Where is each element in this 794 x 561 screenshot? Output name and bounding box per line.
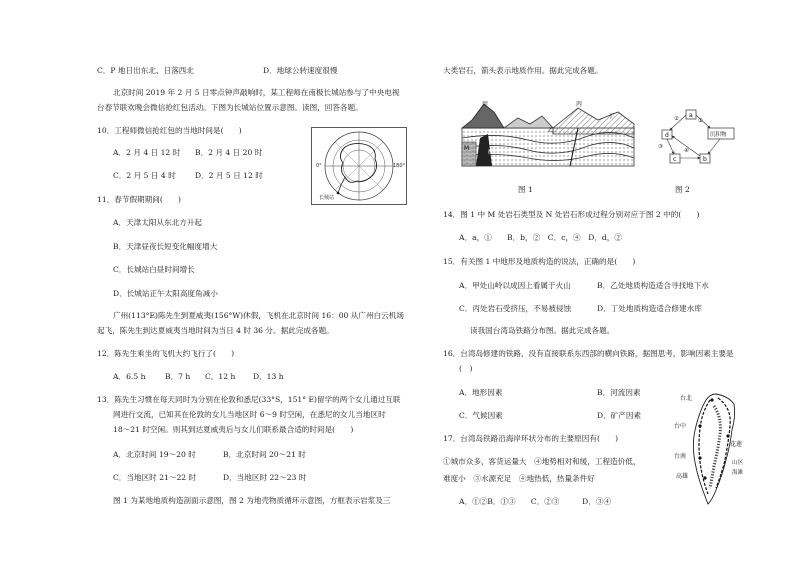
figure-2-caption: 图 2 [675, 185, 690, 194]
q15-stem: 15．有关图 1 中地形及地质构造的说法，正确的是( ) [443, 257, 636, 266]
q12-option-c: C．12 h [205, 372, 236, 381]
label-ding: 丁 [608, 113, 615, 120]
q13-option-a: A．北京时间 19～20 时 [113, 450, 196, 459]
q17-line-2: 难度小 ③水源充足 ④地热低，热量条件好 [443, 474, 595, 483]
q15-option-d: D．丁处地质构造适合修建水库 [597, 304, 702, 313]
q13-option-c: C．当地区时 21～22 时 [113, 473, 197, 482]
q10-stem: 10．工程师微信抢红包的当地时间是( ) [97, 126, 242, 135]
intro-1-line-2: 台春节联欢晚会微信抢红包活动。下图为长城站位置示意图。读图，回答各题。 [97, 103, 363, 112]
antarctic-polar-map [311, 127, 407, 205]
box-sediment: 沉积物 [710, 132, 727, 138]
label-bing: 丙 [576, 101, 583, 108]
q11-option-b: B．天津昼夜长短变化幅度增大 [113, 242, 218, 251]
intro-1-line-1: 北京时间 2019 年 2 月 5 日零点钟声敲响时，某工程师在南极长城站参与了中央电视 [113, 88, 400, 97]
q13-option-b: B．北京时间 20～21 时 [223, 450, 306, 459]
intro-3-line-1: 图 1 为某地地质构造剖面示意图，图 2 为地壳物质循环示意图，方框表示岩浆及三 [113, 496, 391, 505]
q13-line-2: 网进行交流，已知其在伦敦的女儿当地区时 6～9 时空闲，在悉尼的女儿当地区时 [113, 410, 386, 419]
q11-stem: 11．春节假期期间( ) [97, 195, 181, 204]
box-b: b [703, 156, 707, 163]
q10-option-d: D．2 月 5 日 12 时 [195, 171, 263, 180]
figure-1-caption: 图 1 [518, 185, 533, 194]
q16-option-c: C．气候因素 [459, 411, 503, 420]
box-a: a [689, 112, 693, 119]
q10-option-a: A．2 月 4 日 12 时 [113, 148, 181, 157]
q11-option-c: C．长城站白昼时间增长 [113, 265, 195, 274]
q14-options: A．a，① B．b，② C．c，④ D．d，② [459, 233, 622, 242]
lon-180-label: 180° [393, 163, 406, 169]
legend-beach: 海滩 [732, 470, 744, 476]
q16-option-a: A．地形因素 [459, 388, 503, 397]
box-d: d [665, 132, 669, 139]
intro-2-line-2: 起飞，陈先生到达夏威夷当地时间为当日 4 时 36 分。据此完成各题。 [97, 326, 334, 335]
intro-4: 读我国台湾岛铁路分布图。据此完成各题。 [470, 326, 615, 335]
arrow-2: ② [674, 116, 679, 122]
arrow-4: ④ [684, 148, 689, 154]
q11-option-d: D．长城站正午太阳高度角减小 [113, 289, 218, 298]
q16-option-b: B．河流因素 [597, 388, 641, 397]
q12-stem: 12．陈先生乘坐的飞机大约飞行了( ) [97, 349, 235, 358]
q15-option-b: B．乙处地质构造适合寻找地下水 [597, 281, 709, 290]
q14-stem: 14．图 1 中 M 处岩石类型及 N 处岩石形成过程分别对应于图 2 中的( ) [443, 210, 700, 219]
q13-option-d: D．当地区时 22～23 时 [223, 473, 307, 482]
intro-2-line-1: 广州(113°E)陈先生到夏威夷(156°W)休假，飞机在北京时间 16：00 从广州白云机场 [113, 311, 404, 320]
legend-shanqu: 山区 [732, 460, 744, 466]
q15-option-a: A．甲处山岭以成因上看属于火山 [459, 281, 571, 290]
q12-option-d: D．13 h [253, 372, 284, 381]
q12-option-a: A．6.5 h [113, 372, 146, 381]
taiwan-railway-map [672, 390, 750, 508]
city-hualian: 花莲 [730, 441, 743, 448]
intro-3-line-2: 大类岩石，箭头表示地质作用。据此完成各题。 [443, 66, 603, 75]
city-taizhong: 台中 [674, 423, 687, 430]
q10-option-b: B．2 月 4 日 20 时 [195, 148, 263, 157]
q13-line-3: 18～21 时空闲。则其到达夏威夷后与女儿们联系最合适的时间是( ) [113, 425, 354, 434]
lon-0-label: 0° [316, 163, 322, 169]
city-tainan: 台南 [674, 453, 687, 460]
q17-options: A．①②B．①③ C．②③ D．③④ [459, 497, 612, 506]
city-taibei: 台北 [680, 395, 693, 402]
q16-line-1: 16．台湾岛修建的铁路，没有直接联系东西部的横向铁路，据图思考，影响因素主要是 [443, 349, 734, 358]
q10-option-c: C．2 月 5 日 4 时 [113, 171, 176, 180]
label-yi: 乙 [548, 127, 555, 134]
q13-line-1: 13．陈先生习惯在每天同时为分别在伦敦和悉尼(33°S，151° E)留学的两个女儿通过互联 [97, 395, 401, 404]
city-gaoxiong: 高雄 [676, 473, 689, 480]
station-label: 长城站 [319, 195, 335, 201]
box-c: c [673, 156, 677, 163]
q17-stem: 17．台湾岛铁路沿海岸环状分布的主要原因有( ) [443, 434, 619, 443]
arrow-3: ③ [658, 144, 663, 150]
q16-option-d: D．矿产因素 [597, 411, 642, 420]
geologic-section-figure [458, 98, 638, 174]
rock-cycle-figure [656, 106, 744, 172]
label-M: M [464, 145, 470, 152]
q17-line-1: ①城市众多，客货运量大 ④地势相对和缓，工程造价低， [443, 457, 641, 466]
label-jia: 甲 [482, 101, 489, 108]
q16-line-2: ( ) [459, 364, 473, 373]
q9-option-d: D．地球公转速度很慢 [263, 66, 338, 75]
q12-option-b: B．7 h [165, 372, 191, 381]
q11-option-a: A．天津太阳从东北方升起 [113, 218, 203, 227]
arrow-1: ① [698, 118, 703, 124]
q9-option-c: C．P 地日出东北、日落西北 [97, 66, 194, 75]
label-N: N [488, 149, 493, 156]
q15-option-c: C．丙处岩石受挤压，不易被侵蚀 [459, 304, 572, 313]
